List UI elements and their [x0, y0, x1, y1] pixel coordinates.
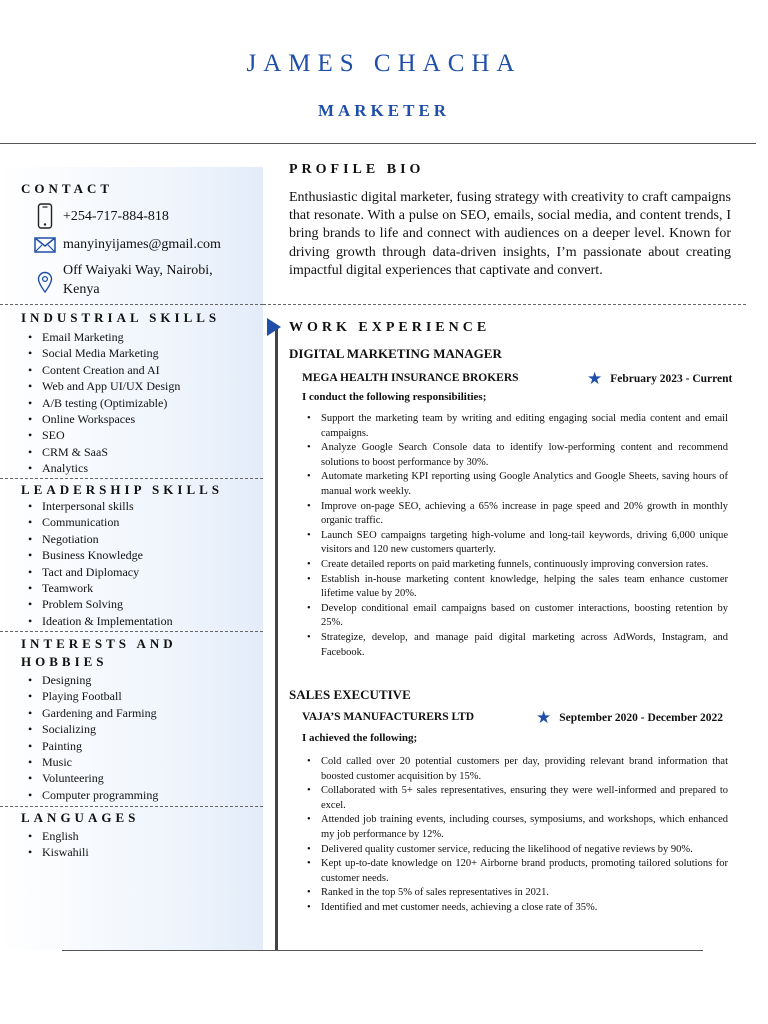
industrial-skills-list [28, 329, 180, 477]
list-item: • Communication [28, 514, 173, 530]
address-text [63, 261, 213, 299]
list-item: • Develop conditional email campaigns based on customer interactions, boosting retention by 25%. [302, 602, 728, 631]
sidebar-divider [0, 478, 263, 479]
list-item: • Painting [28, 738, 158, 754]
sidebar-divider [0, 806, 263, 807]
list-item: • Socializing [28, 721, 158, 737]
languages-list [28, 828, 89, 861]
list-item: • Music [28, 754, 158, 770]
list-item: • Support the marketing team by writing and editing engaging social media content and email campaigns. [302, 412, 728, 441]
company-name: MEGA HEALTH INSURANCE BROKERS [302, 372, 519, 384]
sidebar-divider [0, 304, 263, 305]
list-item: • Automate marketing KPI reporting using Google Analytics and Google Sheets, saving hours of manual work weekly. [302, 470, 728, 499]
work-experience-heading: WORK EXPERIENCE [289, 320, 491, 335]
interests-list [28, 672, 158, 803]
job-title: DIGITAL MARKETING MANAGER [289, 346, 502, 361]
list-item: • SEO [28, 427, 180, 443]
list-item: • Analytics [28, 460, 180, 476]
address-line-2: Kenya [63, 282, 100, 297]
job-title: SALES EXECUTIVE [289, 687, 411, 702]
contact-phone [33, 203, 169, 229]
list-item: • Social Media Marketing [28, 345, 180, 361]
list-item: • Kiswahili [28, 844, 89, 860]
job-date [536, 708, 723, 728]
job-intro: I conduct the following responsibilities; [302, 391, 487, 403]
job-date-text: February 2023 - Current [610, 373, 733, 385]
list-item: • Web and App UI/UX Design [28, 378, 180, 394]
interests-heading-line-2: HOBBIES [21, 654, 108, 669]
list-item: • Launch SEO campaigns targeting high-volume and long-tail keywords, driving 6,000 unique visitors and 120 new customers quarterly. [302, 529, 728, 558]
list-item: • Business Knowledge [28, 547, 173, 563]
responsibility-list [302, 412, 728, 660]
email-address: manyinyijames@gmail.com [63, 237, 221, 252]
main-divider [263, 304, 746, 305]
job-intro: I achieved the following; [302, 732, 418, 744]
list-item: • Computer programming [28, 787, 158, 803]
list-item: • Ranked in the top 5% of sales representatives in 2021. [302, 886, 728, 901]
company-name: VAJA’S MANUFACTURERS LTD [302, 711, 475, 723]
phone-icon [33, 203, 57, 229]
resume-name: JAMES CHACHA [246, 50, 522, 77]
profile-heading: PROFILE BIO [289, 162, 425, 177]
resume-role: MARKETER [317, 101, 451, 120]
list-item: • Designing [28, 672, 158, 688]
star-icon: ★ [536, 708, 552, 728]
list-item: • Identified and met customer needs, achieving a close rate of 35%. [302, 901, 728, 916]
list-item: • Tact and Diplomacy [28, 564, 173, 580]
contact-email [33, 237, 221, 254]
list-item: • Collaborated with 5+ sales representatives, ensuring they were well-informed and prepared to excel. [302, 784, 728, 813]
list-item: • Cold called over 20 potential customers per day, providing relevant brand information that boosted customer acquisition by 15%. [302, 755, 728, 784]
list-item: • Create detailed reports on paid marketing funnels, continuously improving conversion rates. [302, 558, 728, 573]
interests-heading-line-1: INTERESTS AND [21, 636, 177, 651]
list-item: • Content Creation and AI [28, 362, 180, 378]
job-date-text: September 2020 - December 2022 [559, 712, 723, 724]
industrial-skills-heading: INDUSTRIAL SKILLS [21, 310, 221, 325]
responsibility-list [302, 755, 728, 916]
list-item: • Establish in-house marketing content knowledge, helping the sales team enhance customer lifetime value by 20%. [302, 573, 728, 602]
languages-heading: LANGUAGES [21, 810, 140, 825]
list-item: • Strategize, develop, and manage paid digital marketing across AdWords, Instagram, and Facebook. [302, 631, 728, 660]
list-item: • Teamwork [28, 580, 173, 596]
list-item: • Ideation & Implementation [28, 613, 173, 629]
header-divider [0, 143, 756, 144]
list-item: • Gardening and Farming [28, 705, 158, 721]
list-item: • Negotiation [28, 531, 173, 547]
list-item: • Delivered quality customer service, reducing the likelihood of negative reviews by 90%. [302, 843, 728, 858]
list-item: • Interpersonal skills [28, 498, 173, 514]
list-item: • A/B testing (Optimizable) [28, 395, 180, 411]
star-icon: ★ [587, 369, 603, 389]
list-item: • Improve on-page SEO, achieving a 65% increase in page speed and 20% growth in monthly organic traffic. [302, 500, 728, 529]
list-item: • English [28, 828, 89, 844]
list-item: • Email Marketing [28, 329, 180, 345]
leadership-skills-list [28, 498, 173, 629]
profile-bio-text: Enthusiastic digital marketer, fusing strategy with creativity to craft campaigns that resonate. With a pulse on SEO, emails, social media, and content trends, I bring brands to life and connect with audiences on a deeper level. Known for driving growth through data-driven insights, I’m passionate about creating impactful digital experiences that captivate and convert. [289, 190, 731, 278]
list-item: • Attended job training events, including courses, symposiums, and workshops, which enhanced my job performance by 12%. [302, 813, 728, 842]
sidebar-divider [0, 631, 263, 632]
contact-heading: CONTACT [21, 181, 114, 196]
list-item: • CRM & SaaS [28, 444, 180, 460]
list-item: • Problem Solving [28, 596, 173, 612]
job-date [587, 369, 732, 389]
list-item: • Kept up-to-date knowledge on 120+ Airborne brand products, promoting tailored solutions for customer needs. [302, 857, 728, 886]
timeline-line [275, 327, 278, 950]
footer-divider [62, 950, 703, 951]
leadership-skills-heading: LEADERSHIP SKILLS [21, 482, 224, 497]
phone-number: +254-717-884-818 [63, 209, 169, 224]
list-item: • Volunteering [28, 770, 158, 786]
address-line-1: Off Waiyaki Way, Nairobi, [63, 263, 213, 278]
list-item: • Playing Football [28, 688, 158, 704]
list-item: • Analyze Google Search Console data to identify low-performing content and recommend solutions to boost performance by 30%. [302, 441, 728, 470]
list-item: • Online Workspaces [28, 411, 180, 427]
location-pin-icon [33, 261, 57, 293]
interests-heading [21, 635, 177, 671]
contact-address [33, 261, 213, 299]
envelope-icon [33, 237, 57, 253]
timeline-arrow-icon [267, 318, 281, 336]
